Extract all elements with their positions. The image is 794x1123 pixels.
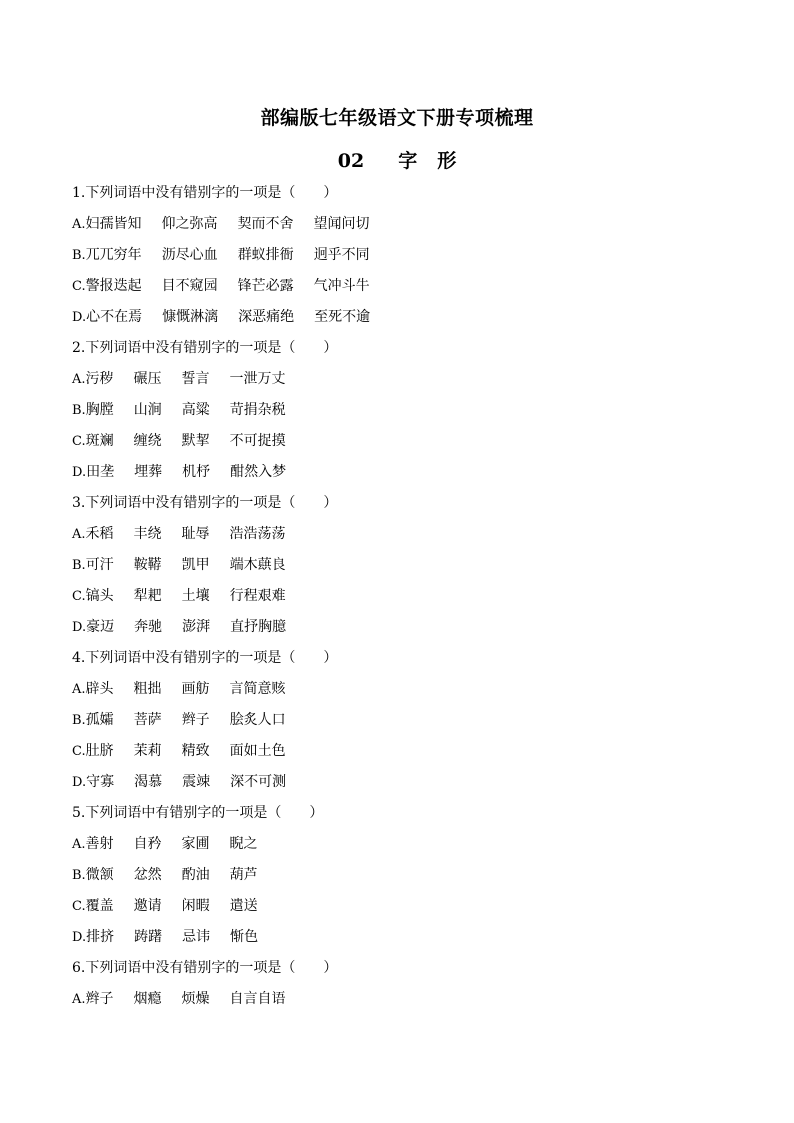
option-word: 忿然 bbox=[133, 867, 162, 883]
option-label: A. bbox=[72, 527, 86, 542]
option-word: 群蚁排衙 bbox=[237, 247, 294, 263]
option-word: 污秽 bbox=[85, 371, 114, 387]
option-words bbox=[86, 522, 306, 547]
option-word: 誓言 bbox=[181, 371, 210, 387]
option-word: 震竦 bbox=[182, 774, 211, 790]
option-word: 斑斓 bbox=[85, 433, 114, 449]
option-word: 犁耙 bbox=[133, 588, 162, 604]
option-word: 苛捐杂税 bbox=[229, 402, 286, 418]
answer-option bbox=[72, 429, 752, 460]
answer-option bbox=[72, 925, 752, 956]
answer-option bbox=[72, 832, 752, 863]
option-words bbox=[86, 739, 306, 764]
answer-option bbox=[72, 739, 752, 770]
option-words bbox=[86, 243, 390, 268]
section-char-1: 字 bbox=[398, 150, 418, 172]
option-label: D. bbox=[72, 310, 87, 325]
question-stem: 6.下列词语中没有错别字的一项是（ ） bbox=[72, 960, 338, 976]
answer-option bbox=[72, 398, 752, 429]
option-word: 闲暇 bbox=[181, 898, 210, 914]
option-words bbox=[86, 894, 278, 919]
option-word: 气冲斗牛 bbox=[313, 278, 370, 294]
answer-option bbox=[72, 460, 752, 491]
option-word: 田垄 bbox=[86, 464, 115, 480]
option-word: 葫芦 bbox=[229, 867, 258, 883]
option-word: 覆盖 bbox=[85, 898, 114, 914]
option-word: 山涧 bbox=[133, 402, 162, 418]
answer-option bbox=[72, 987, 752, 1018]
option-label: B. bbox=[72, 713, 86, 728]
option-label: B. bbox=[72, 248, 86, 263]
option-word: 遣送 bbox=[229, 898, 258, 914]
section-number: 02 bbox=[337, 150, 365, 172]
option-words bbox=[86, 305, 390, 330]
option-word: 微颔 bbox=[85, 867, 114, 883]
option-word: 至死不逾 bbox=[314, 309, 371, 325]
answer-option bbox=[72, 584, 752, 615]
option-label: B. bbox=[72, 868, 86, 883]
option-word: 土壤 bbox=[181, 588, 210, 604]
option-word: 凯甲 bbox=[181, 557, 210, 573]
answer-option bbox=[72, 677, 752, 708]
option-word: 默挈 bbox=[181, 433, 210, 449]
question-stem: 1.下列词语中没有错别字的一项是（ ） bbox=[72, 185, 338, 201]
option-word: 妇孺皆知 bbox=[85, 216, 142, 232]
option-word: 不可捉摸 bbox=[229, 433, 286, 449]
option-word: 可汗 bbox=[85, 557, 114, 573]
option-word: 端木蕻良 bbox=[229, 557, 286, 573]
option-label: C. bbox=[72, 589, 86, 604]
option-word: 迥乎不同 bbox=[313, 247, 370, 263]
option-word: 烟瘾 bbox=[133, 991, 162, 1007]
option-word: 丰绕 bbox=[133, 526, 162, 542]
option-word: 澎湃 bbox=[182, 619, 211, 635]
option-words bbox=[86, 832, 278, 857]
option-word: 浩浩荡荡 bbox=[229, 526, 286, 542]
option-word: 一泄万丈 bbox=[229, 371, 286, 387]
option-word: 缠绕 bbox=[133, 433, 162, 449]
answer-option bbox=[72, 863, 752, 894]
option-words bbox=[86, 460, 306, 485]
option-word: 镐头 bbox=[85, 588, 114, 604]
option-label: D. bbox=[72, 930, 87, 945]
answer-option bbox=[72, 522, 752, 553]
option-label: C. bbox=[72, 744, 86, 759]
option-word: 埋葬 bbox=[134, 464, 163, 480]
option-word: 精致 bbox=[181, 743, 210, 759]
section-char-2: 形 bbox=[437, 150, 457, 172]
option-label: B. bbox=[72, 558, 86, 573]
option-words bbox=[86, 429, 306, 454]
option-words bbox=[86, 553, 306, 578]
option-word: 面如土色 bbox=[229, 743, 286, 759]
option-word: 慷慨淋漓 bbox=[162, 309, 219, 325]
option-word: 望闻问切 bbox=[313, 216, 370, 232]
answer-option bbox=[72, 770, 752, 801]
option-word: 睨之 bbox=[229, 836, 258, 852]
option-words bbox=[86, 863, 278, 888]
option-label: D. bbox=[72, 620, 87, 635]
question-stem: 3.下列词语中没有错别字的一项是（ ） bbox=[72, 495, 338, 511]
option-words bbox=[86, 584, 306, 609]
answer-option bbox=[72, 708, 752, 739]
question-list bbox=[72, 181, 752, 1018]
option-word: 胸膛 bbox=[85, 402, 114, 418]
option-word: 直抒胸臆 bbox=[230, 619, 287, 635]
option-word: 豪迈 bbox=[86, 619, 115, 635]
option-word: 酣然入梦 bbox=[230, 464, 287, 480]
option-word: 孤孀 bbox=[85, 712, 114, 728]
answer-option bbox=[72, 615, 752, 646]
option-word: 目不窥园 bbox=[161, 278, 218, 294]
option-label: B. bbox=[72, 403, 86, 418]
option-words bbox=[86, 615, 306, 640]
document-title: 部编版七年级语文下册专项梳理 bbox=[260, 107, 534, 129]
option-word: 排挤 bbox=[86, 929, 115, 945]
option-label: A. bbox=[72, 837, 86, 852]
option-word: 高粱 bbox=[181, 402, 210, 418]
option-word: 肚脐 bbox=[85, 743, 114, 759]
answer-option bbox=[72, 367, 752, 398]
option-word: 粗拙 bbox=[133, 681, 162, 697]
option-word: 善射 bbox=[85, 836, 114, 852]
option-label: D. bbox=[72, 775, 87, 790]
option-word: 自言自语 bbox=[229, 991, 286, 1007]
option-label: A. bbox=[72, 992, 86, 1007]
option-word: 行程艰难 bbox=[229, 588, 286, 604]
answer-option bbox=[72, 305, 752, 336]
option-word: 邀请 bbox=[133, 898, 162, 914]
option-word: 辫子 bbox=[181, 712, 210, 728]
option-word: 烦燥 bbox=[181, 991, 210, 1007]
option-word: 自矜 bbox=[133, 836, 162, 852]
option-word: 菩萨 bbox=[133, 712, 162, 728]
option-words bbox=[86, 212, 390, 237]
document-subtitle bbox=[0, 146, 794, 173]
option-label: C. bbox=[72, 279, 86, 294]
answer-option bbox=[72, 212, 752, 243]
answer-option bbox=[72, 553, 752, 584]
option-word: 警报迭起 bbox=[85, 278, 142, 294]
option-word: 忌讳 bbox=[182, 929, 211, 945]
option-word: 仰之弥高 bbox=[161, 216, 218, 232]
option-words bbox=[86, 677, 306, 702]
option-word: 脍炙人口 bbox=[229, 712, 286, 728]
option-word: 辫子 bbox=[85, 991, 114, 1007]
option-word: 机杼 bbox=[182, 464, 211, 480]
option-word: 沥尽心血 bbox=[161, 247, 218, 263]
option-word: 耻辱 bbox=[181, 526, 210, 542]
option-label: C. bbox=[72, 434, 86, 449]
option-word: 画舫 bbox=[181, 681, 210, 697]
option-word: 奔驰 bbox=[134, 619, 163, 635]
option-word: 深恶痛绝 bbox=[238, 309, 295, 325]
option-word: 鞍鞯 bbox=[133, 557, 162, 573]
option-word: 心不在焉 bbox=[86, 309, 143, 325]
option-word: 辟头 bbox=[85, 681, 114, 697]
option-label: A. bbox=[72, 217, 86, 232]
question-stem: 2.下列词语中没有错别字的一项是（ ） bbox=[72, 340, 338, 356]
option-word: 契而不舍 bbox=[237, 216, 294, 232]
option-word: 言简意赅 bbox=[229, 681, 286, 697]
option-label: C. bbox=[72, 899, 86, 914]
answer-option bbox=[72, 243, 752, 274]
option-words bbox=[86, 770, 306, 795]
option-word: 家圃 bbox=[181, 836, 210, 852]
option-label: A. bbox=[72, 372, 86, 387]
option-word: 踌躇 bbox=[134, 929, 163, 945]
option-label: D. bbox=[72, 465, 87, 480]
option-word: 兀兀穷年 bbox=[85, 247, 142, 263]
option-word: 茉莉 bbox=[133, 743, 162, 759]
option-word: 碾压 bbox=[133, 371, 162, 387]
option-words bbox=[86, 708, 306, 733]
option-words bbox=[86, 925, 278, 950]
option-word: 深不可测 bbox=[230, 774, 287, 790]
option-word: 渴慕 bbox=[134, 774, 163, 790]
option-words bbox=[86, 987, 306, 1012]
option-word: 惭色 bbox=[230, 929, 259, 945]
option-word: 酌油 bbox=[181, 867, 210, 883]
option-words bbox=[86, 274, 390, 299]
option-word: 锋芒必露 bbox=[237, 278, 294, 294]
answer-option bbox=[72, 894, 752, 925]
option-label: A. bbox=[72, 682, 86, 697]
option-words bbox=[86, 367, 306, 392]
question-stem: 4.下列词语中没有错别字的一项是（ ） bbox=[72, 650, 338, 666]
question-stem: 5.下列词语中有错别字的一项是（ ） bbox=[72, 805, 324, 821]
option-word: 禾稻 bbox=[85, 526, 114, 542]
answer-option bbox=[72, 274, 752, 305]
option-word: 守寡 bbox=[86, 774, 115, 790]
option-words bbox=[86, 398, 306, 423]
